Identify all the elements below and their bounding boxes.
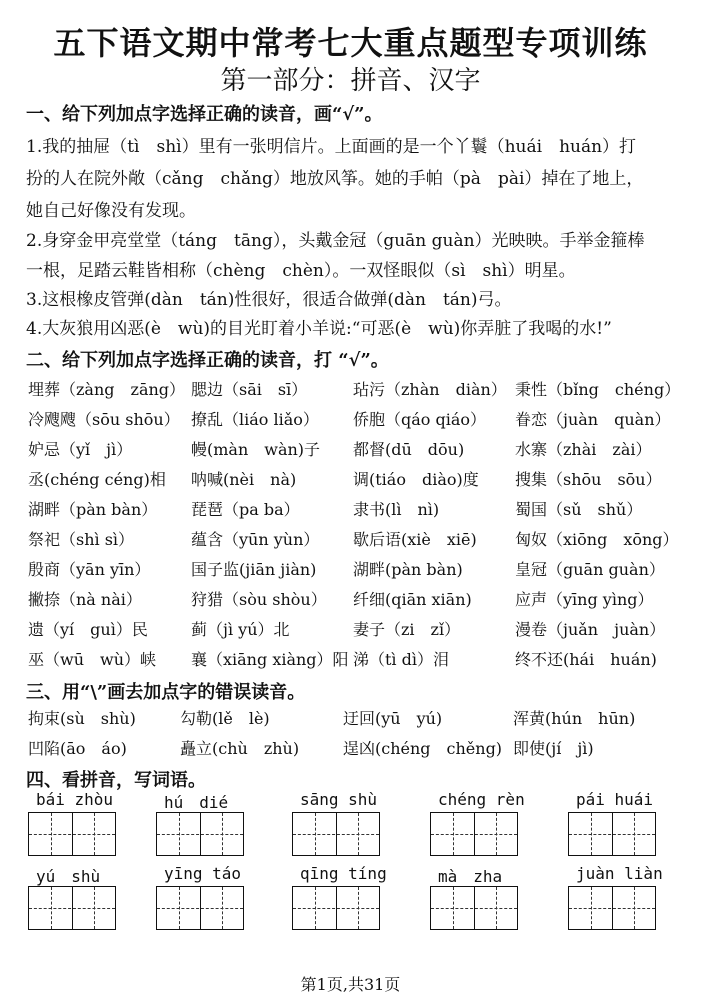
part2-row: [28, 527, 688, 551]
part2-row: [28, 557, 688, 581]
section-2-heading: 二、给下列加点字选择正确的读音，打 “√”。: [26, 350, 389, 371]
word-item: 撇捺（nà nài）: [28, 590, 142, 609]
word-item: 狩猎（sòu shòu）: [191, 590, 327, 609]
writing-grid-box[interactable]: [28, 886, 116, 930]
part2-row: [28, 497, 688, 521]
writing-grid-box[interactable]: [28, 812, 116, 856]
pinyin-prompt: mà zha: [438, 867, 503, 886]
word-item: 湖畔（pàn bàn）: [28, 500, 158, 519]
word-item: 即使(jí jì): [513, 739, 594, 758]
writing-grid-box[interactable]: [568, 886, 656, 930]
page-subtitle: 第一部分：拼音、汉字: [220, 66, 481, 96]
section-1-heading: 一、给下列加点字选择正确的读音，画“√”。: [26, 104, 383, 125]
word-item: 撩乱（liáo liǎo）: [191, 410, 319, 429]
page-footer: 第1页,共31页: [300, 975, 401, 994]
word-item: 拘束(sù shù): [28, 709, 136, 728]
word-item: 匈奴（xiōng xōng）: [515, 530, 679, 549]
word-item: 勾勒(lě lè): [180, 709, 270, 728]
writing-grid-box[interactable]: [156, 812, 244, 856]
part2-row: [28, 467, 688, 491]
word-item: 妒忌（yǐ jì）: [28, 440, 133, 459]
word-item: 冷飕飕（sōu shōu）: [28, 410, 180, 429]
pinyin-prompt: hú dié: [164, 793, 229, 812]
word-item: 蓟（jì yú）北: [191, 620, 290, 639]
word-item: 湖畔(pàn bàn): [353, 560, 463, 579]
word-item: 漫卷（juǎn juàn）: [515, 620, 666, 639]
word-item: 遗（yí guì）民: [28, 620, 148, 639]
word-item: 水寨（zhài zài）: [515, 440, 652, 459]
word-item: 都督(dū dōu): [353, 440, 465, 459]
word-item: 玷污（zhàn diàn）: [353, 380, 507, 399]
section-3-heading: 三、用“\”画去加点字的错误读音。: [26, 682, 306, 703]
writing-grid-box[interactable]: [568, 812, 656, 856]
writing-grid-box[interactable]: [156, 886, 244, 930]
word-item: 眷恋（juàn quàn）: [515, 410, 671, 429]
pinyin-prompt: yīng táo: [164, 864, 242, 883]
word-item: 丞(chéng céng)相: [28, 470, 166, 489]
part3-row: [28, 736, 688, 760]
part2-row: [28, 617, 688, 641]
pinyin-prompt: pái huái: [576, 790, 654, 809]
word-item: 秉性（bǐng chéng）: [515, 380, 681, 399]
word-item: 逞凶(chéng chěng): [343, 739, 503, 758]
part1-line: 1.我的抽屉（tì shì）里有一张明信片。上面画的是一个丫鬟（huái huán）打: [26, 137, 637, 157]
page-title: 五下语文期中常考七大重点题型专项训练: [53, 24, 648, 62]
word-item: 浑黄(hún hūn): [513, 709, 636, 728]
word-item: 祭祀（shì sì）: [28, 530, 135, 549]
part2-row: [28, 377, 688, 401]
word-item: 埋葬（zàng zāng）: [28, 380, 186, 399]
pinyin-prompt: sāng shù: [300, 790, 378, 809]
word-item: 蕴含（yūn yùn）: [191, 530, 320, 549]
writing-grid-box[interactable]: [430, 812, 518, 856]
pinyin-prompt: qīng tíng: [300, 864, 387, 883]
part2-row: [28, 647, 688, 671]
writing-grid-box[interactable]: [292, 886, 380, 930]
part1-line: 3.这根橡皮管弹(dàn tán)性很好，很适合做弹(dàn tán)弓。: [26, 290, 512, 310]
word-item: 迂回(yū yú): [343, 709, 443, 728]
writing-grid-box[interactable]: [430, 886, 518, 930]
word-item: 幔(màn wàn)子: [191, 440, 321, 459]
word-item: 矗立(chù zhù): [180, 739, 300, 758]
word-item: 凹陷(āo áo): [28, 739, 127, 758]
part1-line: 2.身穿金甲亮堂堂（táng tāng），头戴金冠（guān guàn）光映映。手举金箍棒: [26, 231, 645, 251]
section-4-heading: 四、看拼音，写词语。: [26, 770, 206, 791]
word-item: 呐喊(nèi nà): [191, 470, 297, 489]
word-item: 歇后语(xiè xiē): [353, 530, 477, 549]
writing-grid-box[interactable]: [292, 812, 380, 856]
part1-line: 4.大灰狼用凶恶(è wù)的目光盯着小羊说:“可恶(è wù)你弄脏了我喝的水!”: [26, 319, 612, 339]
pinyin-prompt: yú shù: [36, 867, 101, 886]
word-item: 皇冠（guān guàn）: [515, 560, 665, 579]
word-item: 国子监(jiān jiàn): [191, 560, 317, 579]
part1-line: 扮的人在院外敞（cǎng chǎng）地放风筝。她的手帕（pà pài）掉在了地上，: [26, 169, 644, 189]
word-item: 蜀国（sǔ shǔ）: [515, 500, 643, 519]
word-item: 涕（tì dì）泪: [353, 650, 449, 669]
part2-row: [28, 437, 688, 461]
part3-row: [28, 706, 688, 730]
pinyin-prompt: bái zhòu: [36, 790, 114, 809]
word-item: 应声（yīng yìng）: [515, 590, 654, 609]
word-item: 巫（wū wù）峡: [28, 650, 157, 669]
part2-row: [28, 407, 688, 431]
word-item: 搜集（shōu sōu）: [515, 470, 662, 489]
part1-line: 她自己好像没有发现。: [26, 201, 196, 221]
pinyin-prompt: chéng rèn: [438, 790, 525, 809]
word-item: 琵琶（pa ba）: [191, 500, 300, 519]
word-item: 殷商（yān yīn）: [28, 560, 151, 579]
word-item: 终不还(hái huán): [515, 650, 657, 669]
part2-row: [28, 587, 688, 611]
pinyin-prompt: juàn liàn: [576, 864, 663, 883]
word-item: 襄（xiāng xiàng）阳: [191, 650, 349, 669]
word-item: 隶书(lì nì): [353, 500, 440, 519]
word-item: 腮边（sāi sī）: [191, 380, 308, 399]
word-item: 侨胞（qáo qiáo）: [353, 410, 487, 429]
part1-line: 一根，足踏云鞋皆相称（chèng chèn）。一双怪眼似（sì shì）明星。: [26, 261, 576, 281]
word-item: 调(tiáo diào)度: [353, 470, 479, 489]
word-item: 妻子（zi zǐ）: [353, 620, 461, 639]
word-item: 纤细(qiān xiān): [353, 590, 472, 609]
